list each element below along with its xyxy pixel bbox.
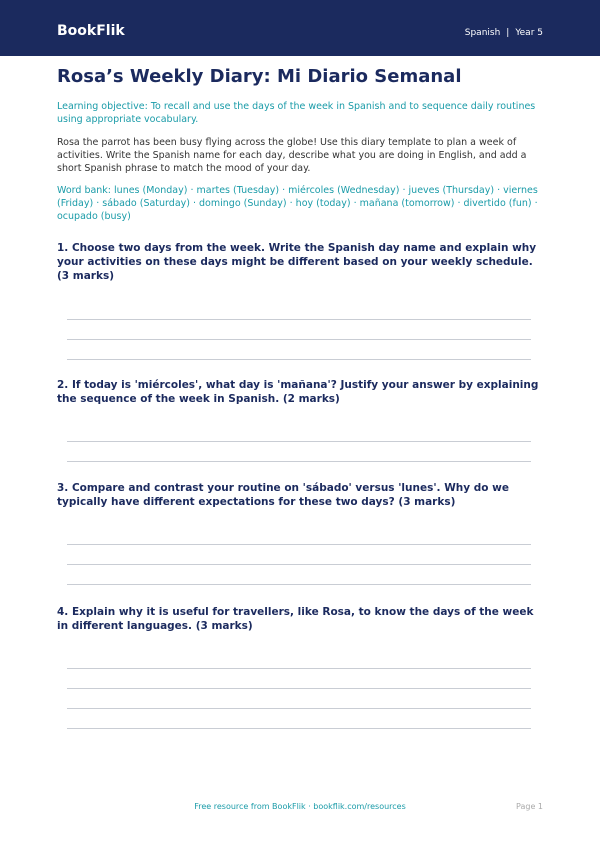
footer-resource-link[interactable]: Free resource from BookFlik · bookflik.com/resources bbox=[194, 802, 406, 811]
year-label: Year 5 bbox=[515, 28, 543, 38]
meta-separator: | bbox=[506, 28, 510, 38]
question-1: 1. Choose two days from the week. Write the Spanish day name and explain why your activities on these days might be different based on your weekly schedule. (3 marks) bbox=[57, 242, 537, 282]
answer-line[interactable] bbox=[67, 584, 531, 585]
learning-objective: Learning objective: To recall and use the days of the week in Spanish and to sequence daily routines using appropriate vocabulary. bbox=[57, 101, 536, 125]
answer-line[interactable] bbox=[67, 339, 531, 340]
answer-line[interactable] bbox=[67, 319, 531, 320]
answer-line[interactable] bbox=[67, 668, 531, 669]
question-2: 2. If today is 'miércoles', what day is 'mañana'? Justify your answer by explaining the sequence of the week in Spanish. (2 marks) bbox=[57, 379, 539, 405]
word-bank: Word bank: lunes (Monday) · martes (Tuesday) · miércoles (Wednesday) · jueves (Thursday) · viernes (Friday) · sábado (Saturday) · domingo (Sunday) · hoy (today) · mañana (tomorrow) · divertido (fun) · ocupado (busy) bbox=[57, 185, 538, 222]
answer-line[interactable] bbox=[67, 708, 531, 709]
brand-logo[interactable]: BookFlik bbox=[57, 23, 125, 39]
question-3: 3. Compare and contrast your routine on 'sábado' versus 'lunes'. Why do we typically have different expectations for these two days? (3 marks) bbox=[57, 482, 509, 508]
page-title: Rosa’s Weekly Diary: Mi Diario Semanal bbox=[57, 66, 462, 87]
subject-label: Spanish bbox=[464, 28, 501, 38]
answer-line[interactable] bbox=[67, 544, 531, 545]
answer-line[interactable] bbox=[67, 688, 531, 689]
answer-lines-4 bbox=[67, 668, 531, 729]
answer-line[interactable] bbox=[67, 461, 531, 462]
question-4: 4. Explain why it is useful for travellers, like Rosa, to know the days of the week in different languages. (3 marks) bbox=[57, 606, 534, 632]
intro-text: Rosa the parrot has been busy flying across the globe! Use this diary template to plan a week of activities. Write the Spanish name for each day, describe what you are doing in English, and add a short Spanish phrase to match the mood of your day. bbox=[57, 137, 527, 174]
answer-line[interactable] bbox=[67, 728, 531, 729]
answer-line[interactable] bbox=[67, 359, 531, 360]
answer-line[interactable] bbox=[67, 441, 531, 442]
subject-meta bbox=[465, 28, 543, 38]
answer-line[interactable] bbox=[67, 564, 531, 565]
answer-lines-2 bbox=[67, 441, 531, 462]
header-bar bbox=[0, 0, 600, 56]
answer-lines-1 bbox=[67, 319, 531, 360]
worksheet-content bbox=[57, 66, 543, 729]
page-number: Page 1 bbox=[516, 802, 543, 811]
answer-lines-3 bbox=[67, 544, 531, 585]
